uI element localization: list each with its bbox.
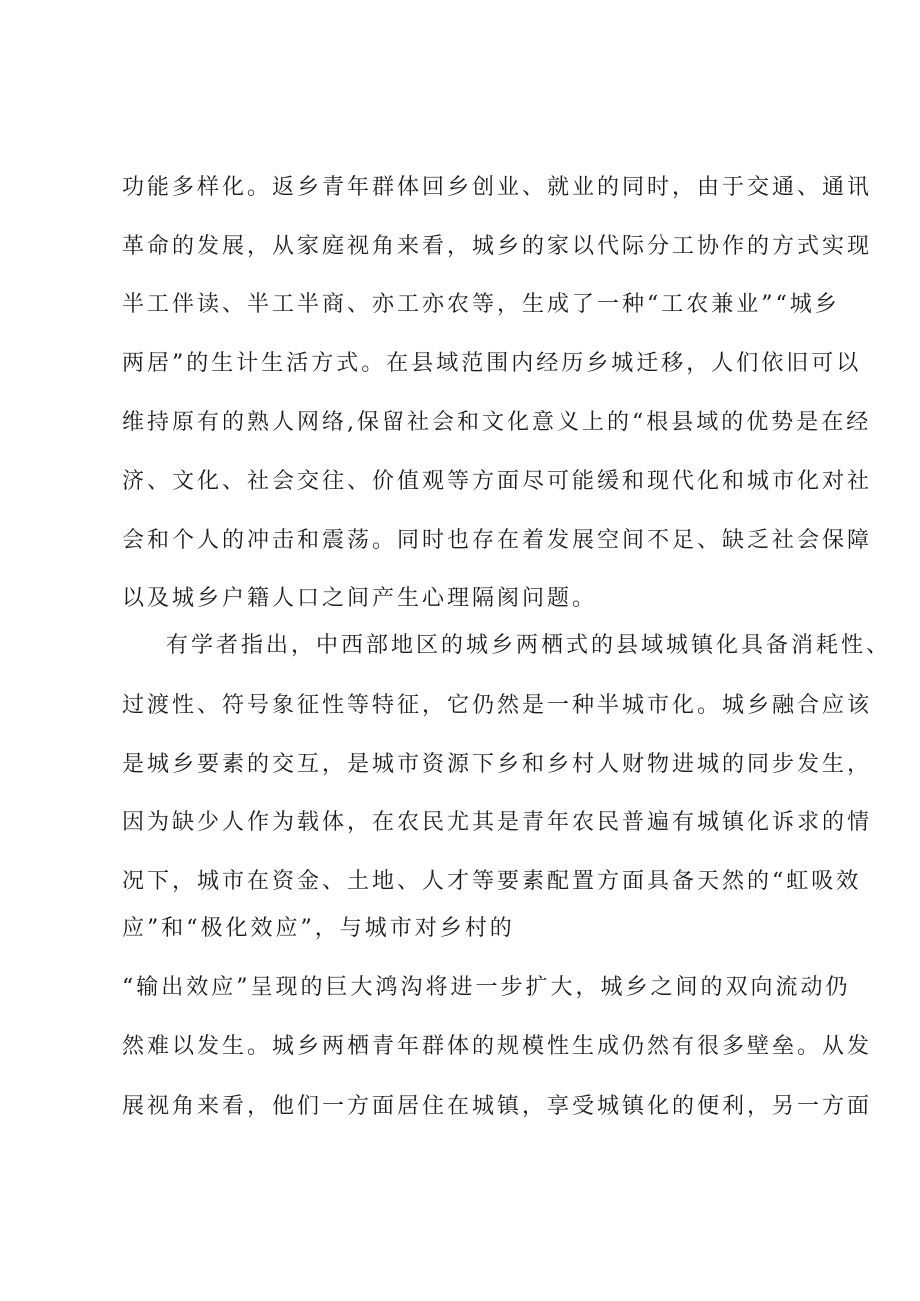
text-line-15: “输出效应”呈现的巨大鸿沟将进一步扩大，城乡之间的双向流动仍 [122,975,851,1000]
text-line-7: 会和个人的冲击和震荡。同时也存在着发展空间不足、缺乏社会保障 [122,528,873,553]
text-line-10: 过渡性、符号象征性等特征，它仍然是一种半城市化。城乡融合应该 [122,693,873,718]
text-line-3: 半工伴读、半工半商、亦工亦农等，生成了一种“工农兼业”“城乡 [122,292,840,317]
text-line-5: 维持原有的熟人网络,保留社会和文化意义上的“根县域的优势是在经 [122,410,872,435]
text-line-2: 革命的发展，从家庭视角来看，城乡的家以代际分工协作的方式实现 [122,234,873,259]
text-line-13: 况下，城市在资金、土地、人才等要素配置方面具备天然的“虹吸效 [122,869,862,894]
text-line-1: 功能多样化。返乡青年群体回乡创业、就业的同时，由于交通、通讯 [122,175,873,200]
paragraph-2-first-line: 有学者指出，中西部地区的城乡两栖式的县域城镇化具备消耗性、 [166,633,892,658]
text-line-11: 是城乡要素的交互，是城市资源下乡和乡村人财物进城的同步发生， [122,752,873,777]
text-line-4: 两居”的生计生活方式。在县域范围内经历乡城迁移，人们依旧可以 [122,351,862,376]
text-line-16: 然难以发生。城乡两栖青年群体的规模性生成仍然有很多壁垒。从发 [122,1034,873,1059]
text-line-6: 济、文化、社会交往、价值观等方面尽可能缓和现代化和城市化对社 [122,469,873,494]
text-line-12: 因为缺少人作为载体，在农民尤其是青年农民普遍有城镇化诉求的情 [122,810,873,835]
text-line-8: 以及城乡户籍人口之间产生心理隔阂问题。 [122,586,598,611]
text-line-17: 展视角来看，他们一方面居住在城镇，享受城镇化的便利，另一方面 [122,1094,873,1119]
text-line-14: 应”和“极化效应”，与城市对乡村的 [122,916,515,941]
